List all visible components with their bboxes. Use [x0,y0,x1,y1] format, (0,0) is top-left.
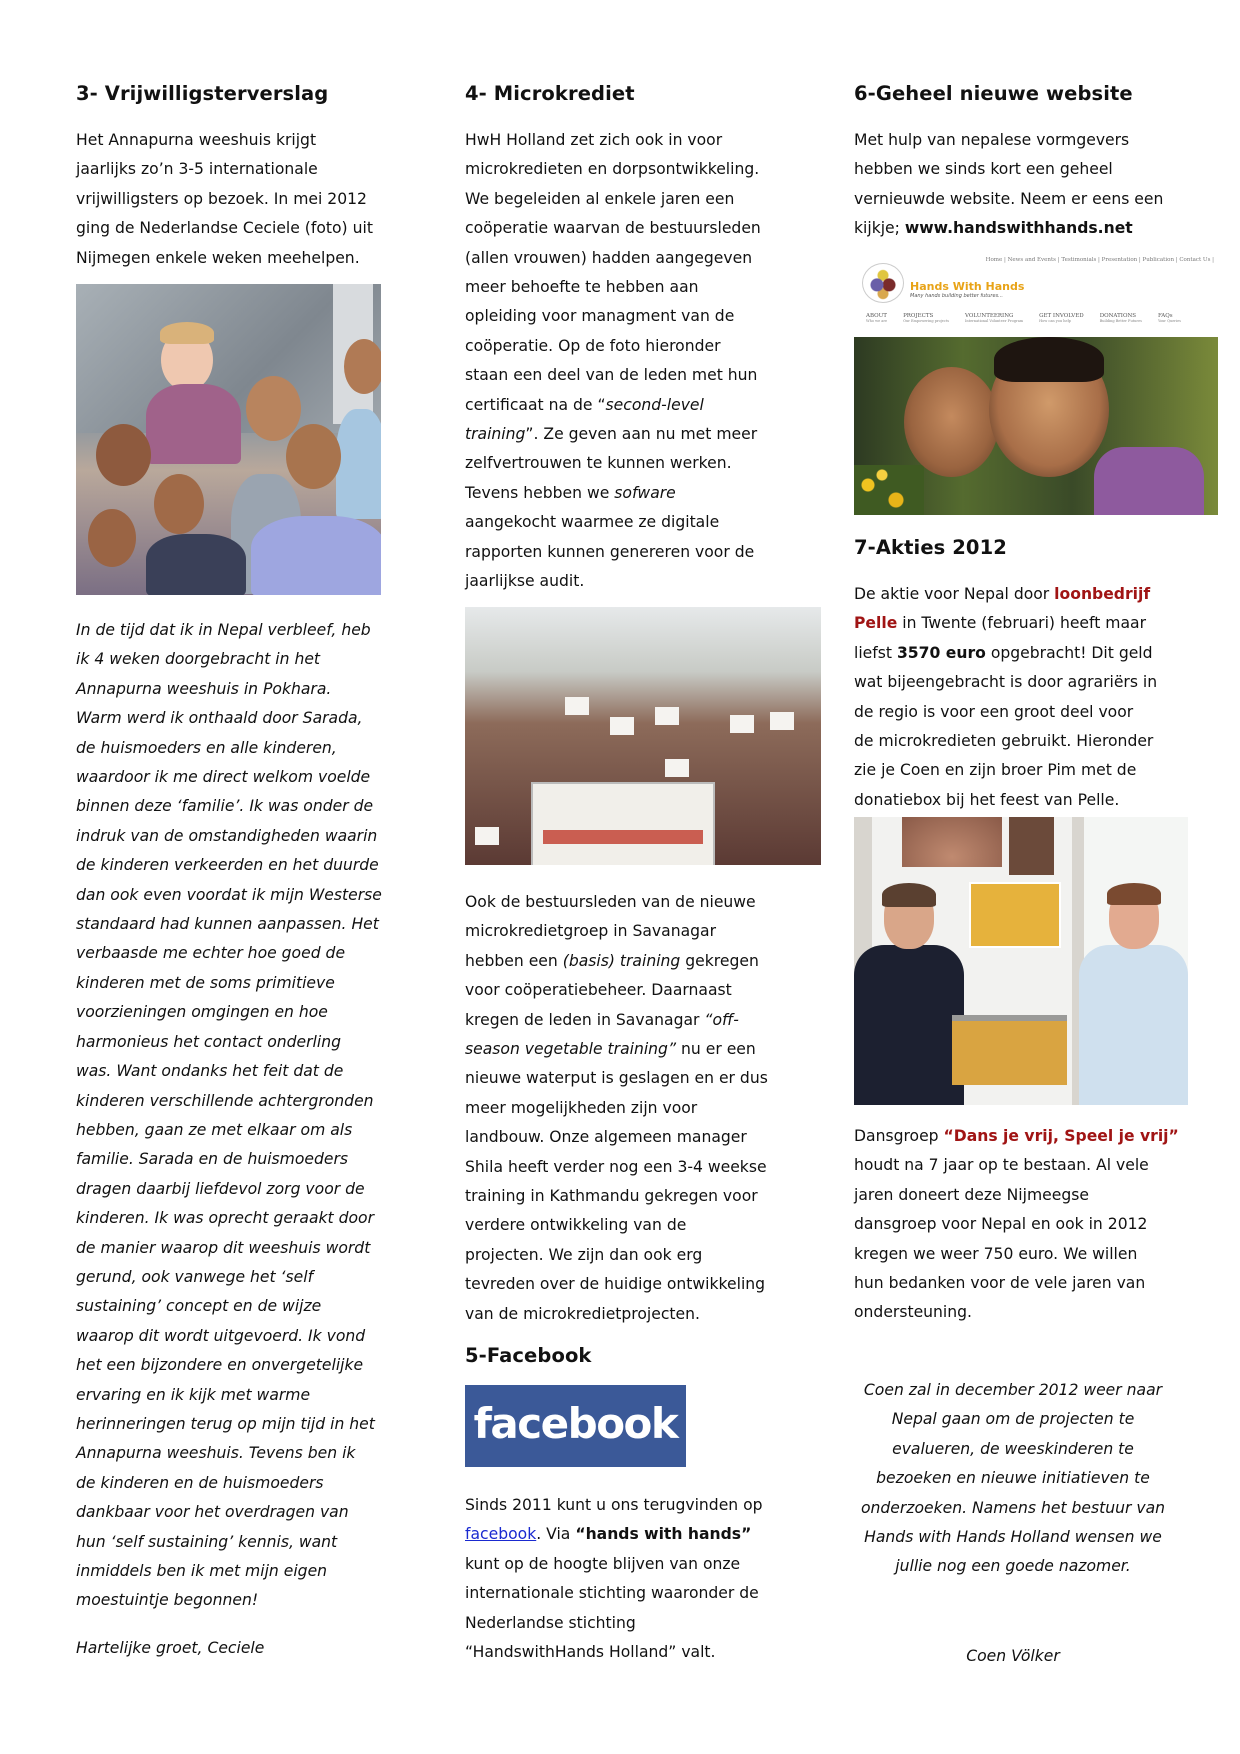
website-menu-donations: DONATIONS Building Better Futures [1099,313,1142,323]
facebook-link[interactable]: facebook [465,1525,537,1544]
microcredit-paragraph-2: Ook de bestuursleden van de nieuwe microkredietgroep in Savanagar hebben een (basis) training gekregen voor coöperatiebeheer. Daarnaast kregen de leden in Savanagar “off- season vegetable training” nu er een nieuwe waterput is geslagen en er dus meer mogelijkheden zijn voor landbouw. Onze algemeen manager Shila heeft verder nog een 3-4 weekse training in Kathmandu gekregen voor verdere ontwikkeling van de projecten. We zijn dan ook erg tevreden over de huidige ontwikkeling van de microkredietprojecten. [465,893,768,1323]
section-3-heading: 3- Vrijwilligsterverslag [76,82,329,105]
actions-paragraph-2: Dansgroep “Dans je vrij, Speel je vrij” houdt na 7 jaar op te bestaan. Al vele jaren doneert deze Nijmeegse dansgroep voor Nepal en ook in 2012 kregen we weer 750 euro. We willen hun bedanken voor de vele jaren van ondersteuning. [854,1127,1179,1322]
website-tagline: Many hands building better futures... [910,293,1003,299]
signature: Coen Völker [966,1647,1060,1665]
section-7-heading: 7-Akties 2012 [854,536,1007,559]
website-url[interactable]: www.handswithhands.net [904,219,1133,238]
volunteer-children-photo [76,284,381,595]
volunteer-signoff: Hartelijke groet, Ceciele [76,1639,265,1657]
section-4-heading: 4- Microkrediet [465,82,635,105]
actions-paragraph-1: De aktie voor Nepal door loonbedrijf Pelle in Twente (februari) heeft maar liefst 3570 euro opgebracht! Dit geld wat bijeengebracht is door agrariërs in de regio is voor een groot deel voor de microkredieten gebruikt. Hieronder zie je Coen en zijn broer Pim met de donatiebox bij het feest van Pelle. [854,585,1158,809]
microcredit-paragraph-1: HwH Holland zet zich ook in voor microkredieten en dorpsontwikkeling. We begeleiden al enkele jaren een coöperatie waarvan de bestuursleden (allen vrouwen) hadden aangegeven meer behoefte te hebben aan opleiding voor managment van de coöperatie. Op de foto hieronder staan een deel van de leden met hun certificaat na de “second-level training”. Ze geven aan nu met meer zelfvertrouwen te kunnen werken. Tevens hebben we sofware aangekocht waarmee ze digitale rapporten kunnen genereren voor de jaarlijkse audit. [465,131,761,591]
website-paragraph: Met hulp van nepalese vormgevers hebben we sinds kort een geheel vernieuwde website. Neem er eens een kijkje; www.handswithhands.net [854,131,1164,238]
website-menu-get-involved: GET INVOLVED How can you help [1039,313,1084,323]
donation-box-photo [854,817,1188,1105]
website-menu-about: ABOUT Who we are [866,313,888,323]
website-menu [866,313,1181,323]
website-menu-volunteering: VOLUNTEERING International Volunteer Program [965,313,1024,323]
website-hero-photo [854,337,1218,515]
website-screenshot [854,255,1218,515]
website-brand: Hands With Hands [910,280,1025,293]
cooperative-group-photo [465,607,821,865]
volunteer-report: In de tijd dat ik in Nepal verbleef, heb ik 4 weken doorgebracht in het Annapurna weeshuis in Pokhara. Warm werd ik onthaald door Sarada, de huismoeders en alle kinderen, waardoor ik me direct welkom voelde binnen deze ‘familie’. Ik was onder de indruk van de omstandigheden waarin de kinderen verkeerden en het duurde dan ook even voordat ik mijn Westerse standaard had kunnen aanpassen. Het verbaasde me echter hoe goed de kinderen met de soms primitieve voorzieningen omgingen en hoe harmonieus het contact onderling was. Want ondanks het feit dat de kinderen verschillende achtergronden hebben, gaan ze met elkaar om als familie. Sarada en de huismoeders dragen daarbij liefdevol zorg voor de kinderen. Ik was oprecht geraakt door de manier waarop dit weeshuis wordt gerund, ook vanwege het ‘self sustaining’ concept en de wijze waarop dit wordt uitgevoerd. Ik vond het een bijzondere en onvergetelijke ervaring en ik kijk met warme herinneringen terug op mijn tijd in het Annapurna weeshuis. Tevens ben ik de kinderen en de huismoeders dankbaar voor het overdragen van hun ‘self sustaining’ kennis, want inmiddels ben ik met mijn eigen moestuintje begonnen! [76,621,382,1610]
website-menu-faqs: FAQs Your Queries [1157,313,1181,323]
website-menu-projects: PROJECTS Our Empowering projects [903,313,950,323]
section-6-heading: 6-Geheel nieuwe website [854,82,1133,105]
section-3-intro: Het Annapurna weeshuis krijgt jaarlijks zo’n 3-5 internationale vrijwilligsters op bezoek. In mei 2012 ging de Nederlandse Ceciele (foto) uit Nijmegen enkele weken meehelpen. [76,131,373,267]
facebook-logo: facebook [465,1385,686,1467]
website-top-nav: Home | News and Events | Testimonials | Presentation | Publication | Contact Us | [985,257,1214,263]
facebook-paragraph: Sinds 2011 kunt u ons terugvinden op facebook. Via “hands with hands” kunt op de hoogte blijven van onze internationale stichting waaronder de Nederlandse stichting “HandswithHands Holland” valt. [465,1496,763,1662]
hands-logo-icon [862,263,904,303]
section-5-heading: 5-Facebook [465,1344,592,1367]
closing-message: Coen zal in december 2012 weer naar Nepal gaan om de projecten te evalueren, de weeskinderen te bezoeken en nieuwe initiatieven te onderzoeken. Namens het bestuur van Hands with Hands Holland wensen we jullie nog een goede nazomer. [860,1381,1166,1576]
